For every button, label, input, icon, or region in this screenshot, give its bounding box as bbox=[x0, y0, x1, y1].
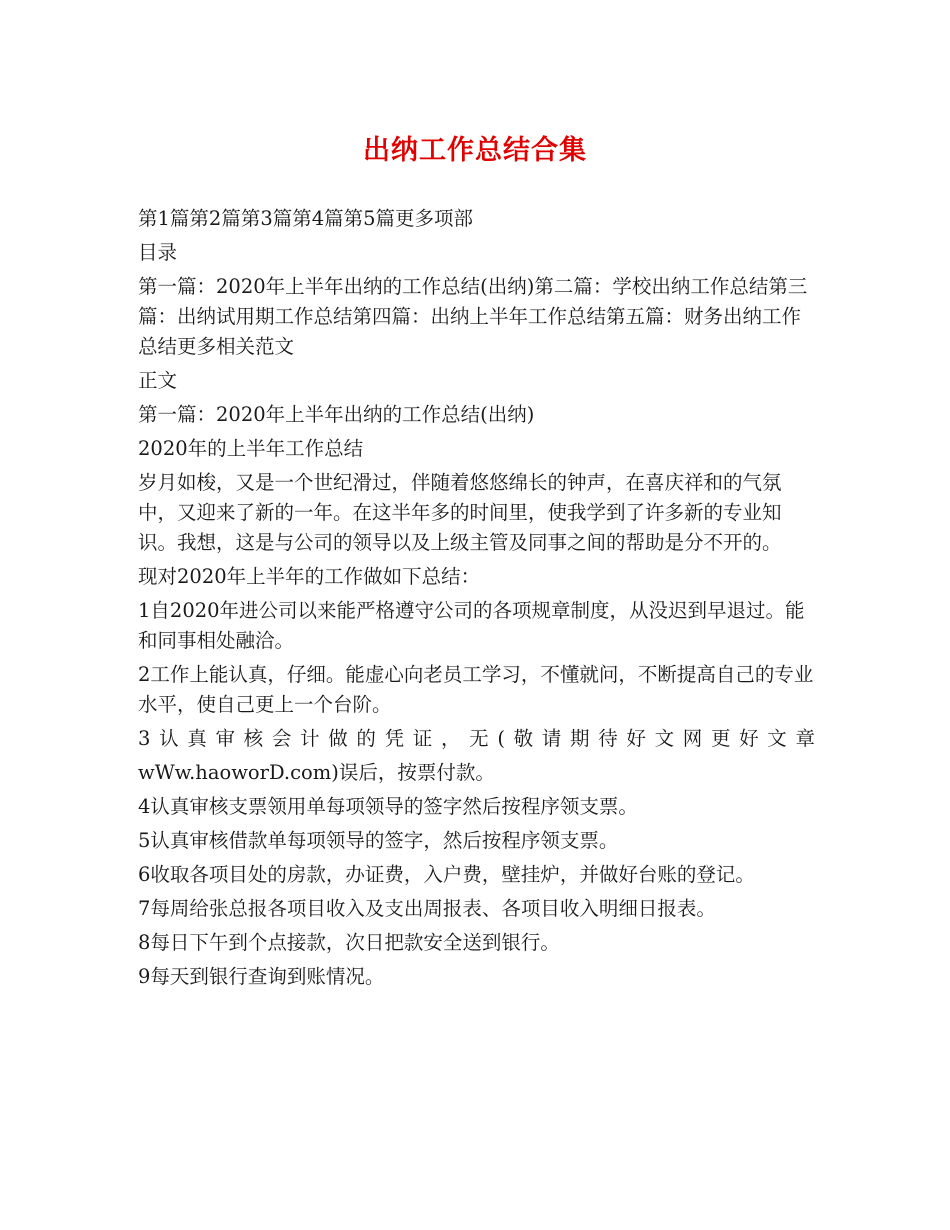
toc-list: 第一篇：2020年上半年出纳的工作总结(出纳)第二篇：学校出纳工作总结第三篇：出纳试用期工作总结第四篇：出纳上半年工作总结第五篇：财务出纳工作总结更多相关范文 bbox=[138, 275, 808, 358]
list-item: 7每周给张总报各项目收入及支出周报表、各项目收入明细日报表。 bbox=[138, 897, 716, 920]
document-title: 出纳工作总结合集 bbox=[363, 135, 587, 166]
document-body bbox=[138, 204, 815, 996]
toc-heading: 目录 bbox=[138, 241, 178, 264]
intro-paragraph: 岁月如梭，又是一个世纪滑过，伴随着悠悠绵长的钟声，在喜庆祥和的气氛中，又迎来了新的一年。在这半年多的时间里，使我学到了许多新的专业知识。我想，这是与公司的领导以及上级主管及同事之间的帮助是分不开的。 bbox=[138, 471, 782, 554]
list-item: 5认真审核借款单每项领导的签字，然后按程序领支票。 bbox=[138, 829, 619, 852]
chapter-nav: 第1篇第2篇第3篇第4篇第5篇更多项部 bbox=[138, 207, 474, 230]
body-heading: 正文 bbox=[138, 369, 178, 392]
list-item: 2工作上能认真，仔细。能虚心向老员工学习，不懂就问，不断提高自己的专业水平，使自己更上一个台阶。 bbox=[138, 663, 814, 716]
list-item: 3认真审核会计做的凭证，无(敬请期待好文网更好文章 bbox=[138, 727, 815, 750]
list-item: 6收取各项目处的房款，办证费，入户费，壁挂炉，并做好台账的登记。 bbox=[138, 863, 755, 886]
list-item: 9每天到银行查询到账情况。 bbox=[138, 965, 385, 988]
article-title: 第一篇：2020年上半年出纳的工作总结(出纳) bbox=[138, 403, 535, 426]
list-item: 4认真审核支票领用单每项领导的签字然后按程序领支票。 bbox=[138, 795, 638, 818]
summary-intro: 现对2020年上半年的工作做如下总结： bbox=[138, 565, 481, 588]
section-heading: 2020年的上半年工作总结 bbox=[138, 437, 364, 460]
list-item: 8每日下午到个点接款，次日把款安全送到银行。 bbox=[138, 931, 560, 954]
list-item: 1自2020年进公司以来能严格遵守公司的各项规章制度，从没迟到早退过。能和同事相处融洽。 bbox=[138, 599, 805, 652]
list-item-continuation: wWw.haoworD.com)误后，按票付款。 bbox=[138, 761, 495, 784]
